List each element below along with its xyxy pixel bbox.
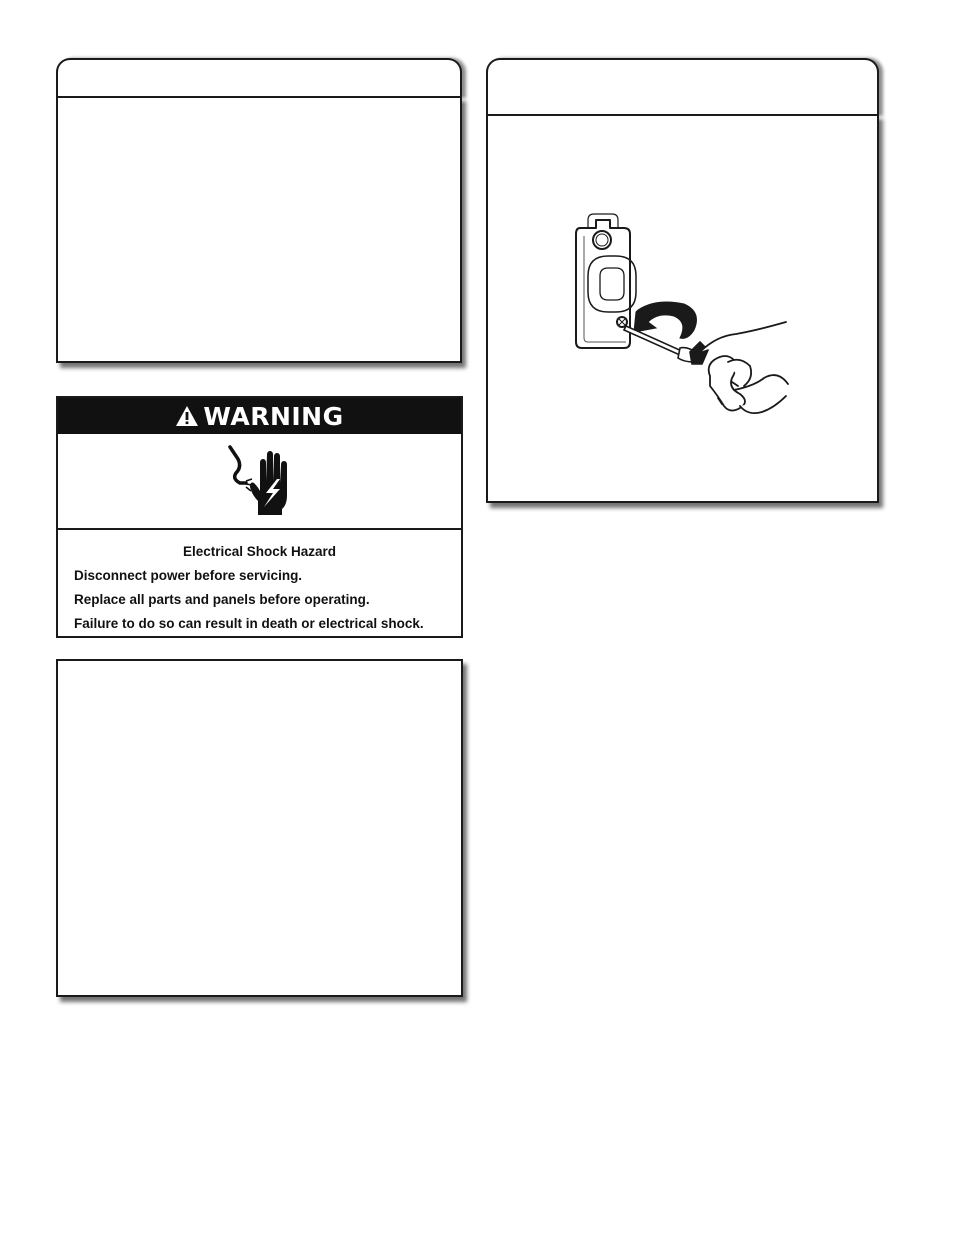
warning-title: WARNING [203, 401, 344, 431]
warning-icon-area [58, 434, 461, 530]
step-panel-bottom-left [56, 659, 463, 997]
warning-line-1: Disconnect power before servicing. [74, 568, 303, 583]
panel-tab-header [486, 58, 879, 116]
warning-line-2: Replace all parts and panels before operating. [74, 592, 370, 607]
electric-shock-hand-icon [224, 443, 296, 519]
step-panel-illustration [486, 58, 879, 503]
panel-body [56, 96, 462, 363]
panel-tab-header [56, 58, 462, 98]
step-panel-top-left [56, 58, 462, 363]
alert-triangle-icon [175, 405, 199, 427]
hazard-title: Electrical Shock Hazard [182, 544, 337, 559]
screwdriver-removing-cover-plate-illustration [488, 116, 877, 501]
electrical-shock-warning [56, 396, 463, 638]
warning-line-3: Failure to do so can result in death or electrical shock. [74, 616, 424, 631]
panel-body [486, 114, 879, 503]
warning-header [58, 398, 461, 434]
